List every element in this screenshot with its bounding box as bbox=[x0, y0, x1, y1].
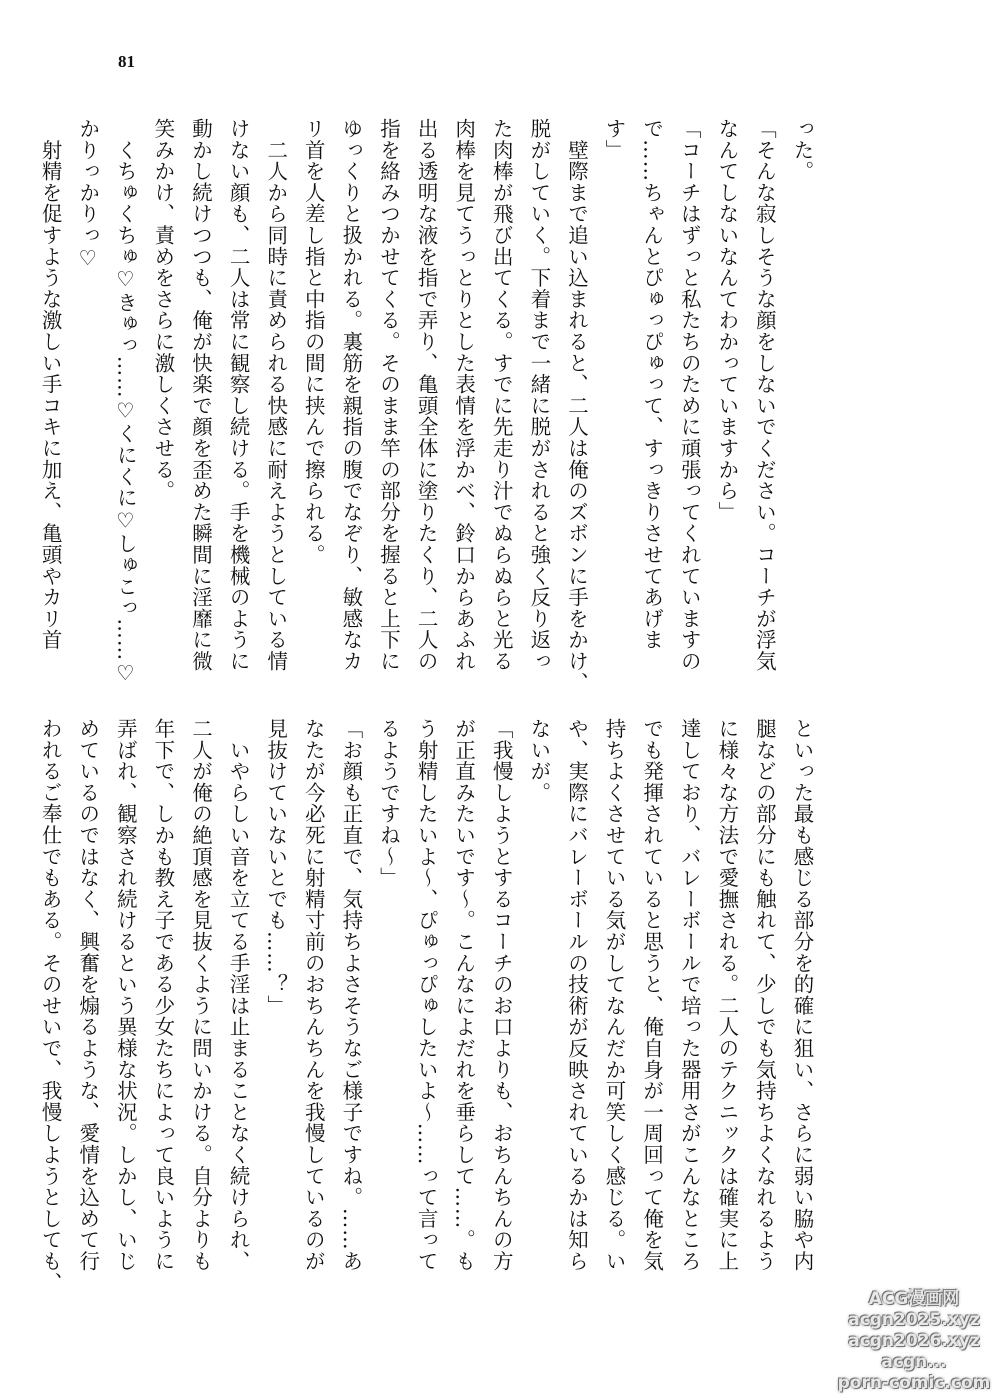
text-line: なんてしないなんてわかっていますから」 bbox=[714, 118, 739, 523]
text-line: 達しており、バレーボールで培った器用さがこんなところ bbox=[677, 718, 702, 1272]
text-line: 「我慢しようとするコーチのお口よりも、おちんちんの方 bbox=[489, 718, 514, 1272]
text-line: ゆっくりと扱かれる。裏筋を親指の腹でなぞり、敏感なカ bbox=[338, 118, 363, 672]
text-line: われるご奉仕でもある。そのせいで、我慢しようとしても、 bbox=[38, 718, 63, 1294]
text-line: 指を絡みつかせてくる。そのまま竿の部分を握ると上下に bbox=[376, 118, 401, 672]
text-line: ないが。 bbox=[526, 718, 551, 804]
text-line: でも発揮されていると思うと、俺自身が一周回って俺を気 bbox=[639, 718, 664, 1272]
text-line: るようですね〜」 bbox=[376, 718, 401, 889]
watermark bbox=[834, 1289, 994, 1394]
text-line: 壁際まで追い込まれると、二人は俺のズボンに手をかけ、 bbox=[564, 118, 589, 694]
text-line: 見抜けていないとでも……？」 bbox=[263, 718, 288, 1017]
text-line: めているのではなく、興奮を煽るような、愛情を込めて行 bbox=[75, 718, 100, 1272]
watermark-line: porn-comic.com bbox=[837, 1373, 991, 1393]
text-line: くちゅくちゅ♡きゅっ……♡くにくに♡しゅこっ……♡ bbox=[113, 118, 138, 686]
text-line: 出る透明な液を指で弄り、亀頭全体に塗りたくり、二人の bbox=[414, 118, 439, 672]
text-line: や、実際にバレーボールの技術が反映されているかは知ら bbox=[564, 718, 589, 1272]
watermark-line: acgn2025.xyz bbox=[848, 1310, 980, 1330]
text-line: 年下で、しかも教え子である少女たちによって良いように bbox=[150, 718, 175, 1272]
text-line: 射精を促すような激しい手コキに加え、亀頭やカリ首 bbox=[38, 118, 63, 651]
text-line: 「コーチはずっと私たちのために頑張ってくれていますの bbox=[677, 118, 702, 672]
text-block-upper bbox=[38, 118, 820, 694]
watermark-line: ACG漫画网 bbox=[868, 1289, 960, 1309]
text-line: す」 bbox=[602, 118, 627, 161]
text-line: で……ちゃんとぴゅっぴゅって、すっきりさせてあげま bbox=[639, 118, 664, 651]
text-line: 腿などの部分にも触れて、少しでも気持ちよくなれるよう bbox=[752, 718, 777, 1272]
page-number: 81 bbox=[118, 52, 135, 71]
text-line: う射精したいよ〜、ぴゅっぴゅしたいよ〜……って言って bbox=[414, 718, 439, 1272]
text-line: なたが今必死に射精寸前のおちんちんを我慢しているのが bbox=[301, 718, 326, 1272]
text-line: 脱がしていく。下着まで一緒に脱がされると強く反り返っ bbox=[526, 118, 551, 672]
text-line: リ首を人差し指と中指の間に挟んで擦られる。 bbox=[301, 118, 326, 566]
text-line: 二人が俺の絶頂感を見抜くように問いかける。自分よりも bbox=[188, 718, 213, 1272]
text-line: 「そんな寂しそうな顔をしないでください。コーチが浮気 bbox=[752, 118, 777, 672]
text-line: けない顔も、二人は常に観察し続ける。手を機械のように bbox=[226, 118, 251, 672]
text-line: いやらしい音を立てる手淫は止まることなく続けられ、 bbox=[226, 718, 251, 1272]
text-line: が正直みたいです〜。こんなによだれを垂らして……。も bbox=[451, 718, 476, 1272]
text-line: 動かし続けつつも、俺が快楽で顔を歪めた瞬間に淫靡に微 bbox=[188, 118, 213, 672]
watermark-line: acgn2026.xyz bbox=[848, 1331, 980, 1351]
text-line: 肉棒を見てうっとりとした表情を浮かべ、鈴口からあふれ bbox=[451, 118, 476, 672]
text-block-lower bbox=[38, 718, 820, 1294]
text-line: に様々な方法で愛撫される。二人のテクニックは確実に上 bbox=[714, 718, 739, 1272]
text-line: 二人から同時に責められる快感に耐えようとしている情 bbox=[263, 118, 288, 672]
watermark-line: acgn... bbox=[881, 1352, 947, 1372]
text-line: といった最も感じる部分を的確に狙い、さらに弱い脇や内 bbox=[790, 718, 814, 1272]
text-line: かりっかりっ♡ bbox=[75, 118, 100, 271]
text-line: 弄ばれ、観察され続けるという異様な状況。しかし、いじ bbox=[113, 718, 138, 1272]
text-line: 持ちよくさせている気がしてなんだか可笑しく感じる。い bbox=[602, 718, 627, 1272]
text-line: 笑みかけ、責めをさらに激しくさせる。 bbox=[150, 118, 175, 502]
text-line: った。 bbox=[790, 118, 814, 182]
text-line: 「お顔も正直で、気持ちよさそうなご様子ですね。……あ bbox=[338, 718, 363, 1272]
text-line: た肉棒が飛び出てくる。すでに先走り汁でぬらぬらと光る bbox=[489, 118, 514, 672]
